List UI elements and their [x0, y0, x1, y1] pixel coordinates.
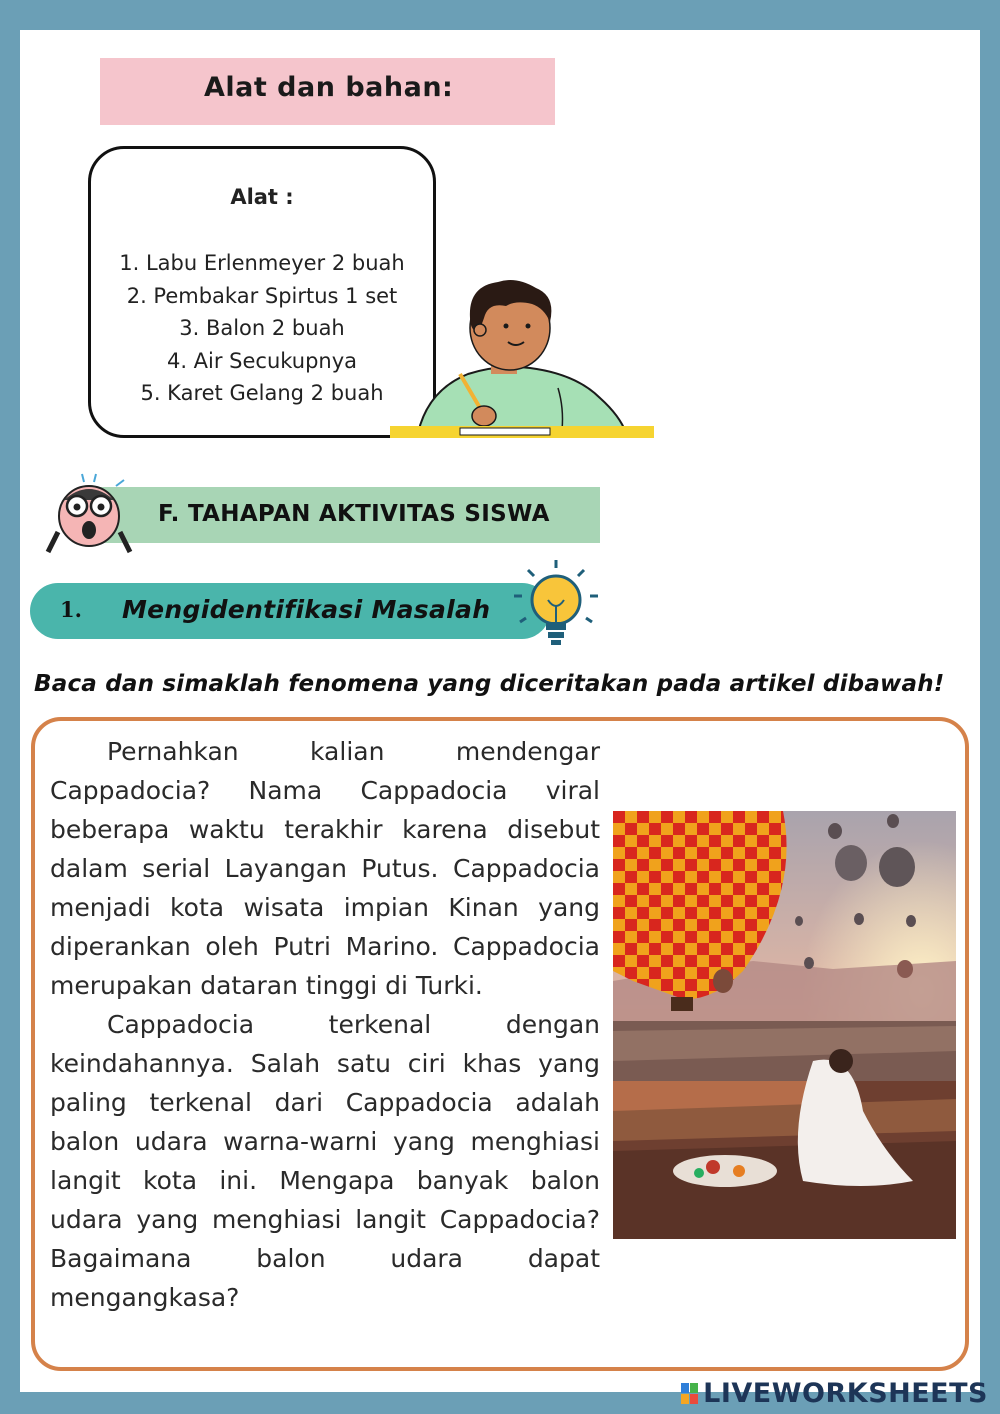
cappadocia-balloon-photo — [613, 811, 956, 1239]
tools-heading: Alat : — [230, 185, 294, 209]
tools-list-item: 5. Karet Gelang 2 buah — [140, 381, 384, 405]
liveworksheets-wordmark: LIVEWORKSHEETS — [703, 1378, 988, 1409]
step-number: 1. — [60, 597, 82, 622]
student-writing-illustration — [388, 278, 658, 443]
article-text — [50, 732, 600, 1317]
surprised-face-icon — [44, 470, 134, 560]
lightbulb-icon — [508, 556, 604, 658]
step-banner — [30, 583, 550, 639]
tools-list-item: 1. Labu Erlenmeyer 2 buah — [119, 251, 405, 275]
liveworksheets-mark-icon — [681, 1382, 699, 1406]
article-paragraph: Cappadocia terkenal dengan keindahannya. Salah satu ciri khas yang paling terkenal dari Cappadocia adalah balon udara warna-warni yang menghiasi langit kota ini. Mengapa banyak balon udara yang menghiasi langit Cappadocia? Bagaimana balon udara dapat mengangkasa? — [50, 1010, 600, 1312]
instruction-text: Baca dan simaklah fenomena yang diceritakan pada artikel dibawah! — [34, 671, 945, 697]
tools-list-item: 4. Air Secukupnya — [166, 348, 358, 373]
materials-title-banner — [100, 58, 555, 125]
liveworksheets-logo — [681, 1378, 988, 1409]
section-banner — [98, 487, 600, 543]
article-paragraph: Pernahkan kalian mendengar Cappadocia? Nama Cappadocia viral beberapa waktu terakhir karena disebut dalam serial Layangan Putus. Cappadocia menjadi kota wisata impian Kinan yang diperankan oleh Putri Marino. Cappadocia merupakan dataran tinggi di Turki. — [50, 737, 600, 1000]
tools-list-item: 2. Pembakar Spirtus 1 set — [126, 283, 398, 308]
materials-title: Alat dan bahan: — [204, 72, 454, 103]
step-title: Mengidentifikasi Masalah — [122, 595, 491, 624]
tools-box — [88, 146, 436, 438]
section-title: F. TAHAPAN AKTIVITAS SISWA — [158, 501, 550, 527]
tools-list-item: 3. Balon 2 buah — [179, 316, 345, 340]
tools-list — [91, 247, 433, 410]
